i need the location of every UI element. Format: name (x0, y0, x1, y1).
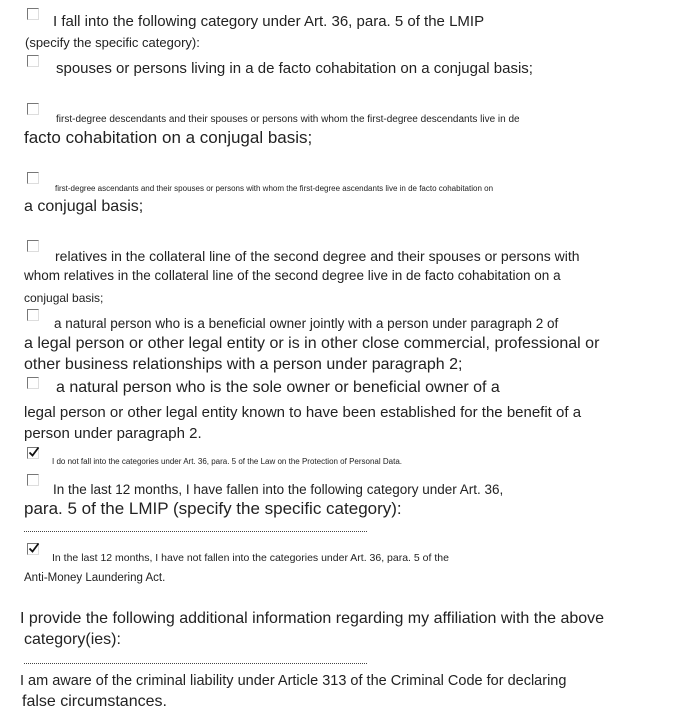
option-sole-owner-line-1: a natural person who is the sole owner or beneficial owner of a (56, 379, 500, 396)
option-not-fall-line-1: I do not fall into the categories under Art. 36, para. 5 of the Law on the Protection of Personal Data. (52, 457, 402, 466)
checkbox-spouses[interactable] (27, 55, 39, 67)
option-collateral-line-3: conjugal basis; (24, 291, 104, 305)
checkmark-icon (28, 446, 40, 458)
checkbox-beneficial-joint[interactable] (27, 309, 39, 321)
option-last12-not-fallen-line-2: Anti-Money Laundering Act. (24, 572, 166, 584)
checkbox-descendants[interactable] (27, 103, 39, 115)
checkbox-ascendants[interactable] (27, 172, 39, 184)
checkbox-last12-fallen[interactable] (27, 474, 39, 486)
option-ascendants-line-2: a conjugal basis; (24, 198, 144, 215)
option-beneficial-joint-line-3: other business relationships with a person under paragraph 2; (24, 356, 463, 373)
checkmark-icon (28, 542, 40, 554)
checkbox-collateral[interactable] (27, 240, 39, 252)
option-last12-fallen-line-2: para. 5 of the LMIP (specify the specific category): (24, 499, 402, 518)
intro-line-2: (specify the specific category): (25, 35, 200, 50)
additional-info-dotted-line[interactable] (24, 663, 367, 664)
additional-info-line-1: I provide the following additional information regarding my affiliation with the above (20, 610, 605, 627)
option-ascendants-line-1: first-degree ascendants and their spouses or persons with whom the first-degree ascendants live in de facto cohabitation on (55, 184, 494, 193)
additional-info-line-2: category(ies): (24, 631, 121, 648)
specify-category-dotted-line[interactable] (24, 531, 367, 532)
option-descendants-line-1: first-degree descendants and their spouses or persons with whom the first-degree descendants live in de (56, 114, 520, 125)
checkbox-last12-not-fallen[interactable] (27, 543, 39, 555)
liability-line-1: I am aware of the criminal liability under Article 313 of the Criminal Code for declaring (20, 673, 567, 689)
option-descendants-line-2: facto cohabitation on a conjugal basis; (24, 128, 313, 147)
option-collateral-line-1: relatives in the collateral line of the second degree and their spouses or persons with (55, 248, 580, 264)
option-collateral-line-2: whom relatives in the collateral line of the second degree live in de facto cohabitation on a (24, 268, 561, 283)
option-sole-owner-line-2: legal person or other legal entity known to have been established for the benefit of a (24, 404, 582, 421)
option-sole-owner-line-3: person under paragraph 2. (24, 425, 202, 442)
checkbox-not-fall[interactable] (27, 447, 39, 459)
intro-checkbox[interactable] (27, 8, 39, 20)
checkbox-sole-owner[interactable] (27, 377, 39, 389)
liability-line-2: false circumstances. (22, 693, 167, 710)
option-last12-fallen-line-1: In the last 12 months, I have fallen into the following category under Art. 36, (53, 482, 504, 497)
option-beneficial-joint-line-1: a natural person who is a beneficial owner jointly with a person under paragraph 2 of (54, 316, 559, 331)
option-last12-not-fallen-line-1: In the last 12 months, I have not fallen into the categories under Art. 36, para. 5 of the (52, 552, 449, 564)
option-beneficial-joint-line-2: a legal person or other legal entity or is in other close commercial, professional or (24, 335, 600, 352)
option-spouses-line-1: spouses or persons living in a de facto cohabitation on a conjugal basis; (56, 60, 533, 77)
intro-line-1: I fall into the following category under Art. 36, para. 5 of the LMIP (53, 13, 485, 30)
